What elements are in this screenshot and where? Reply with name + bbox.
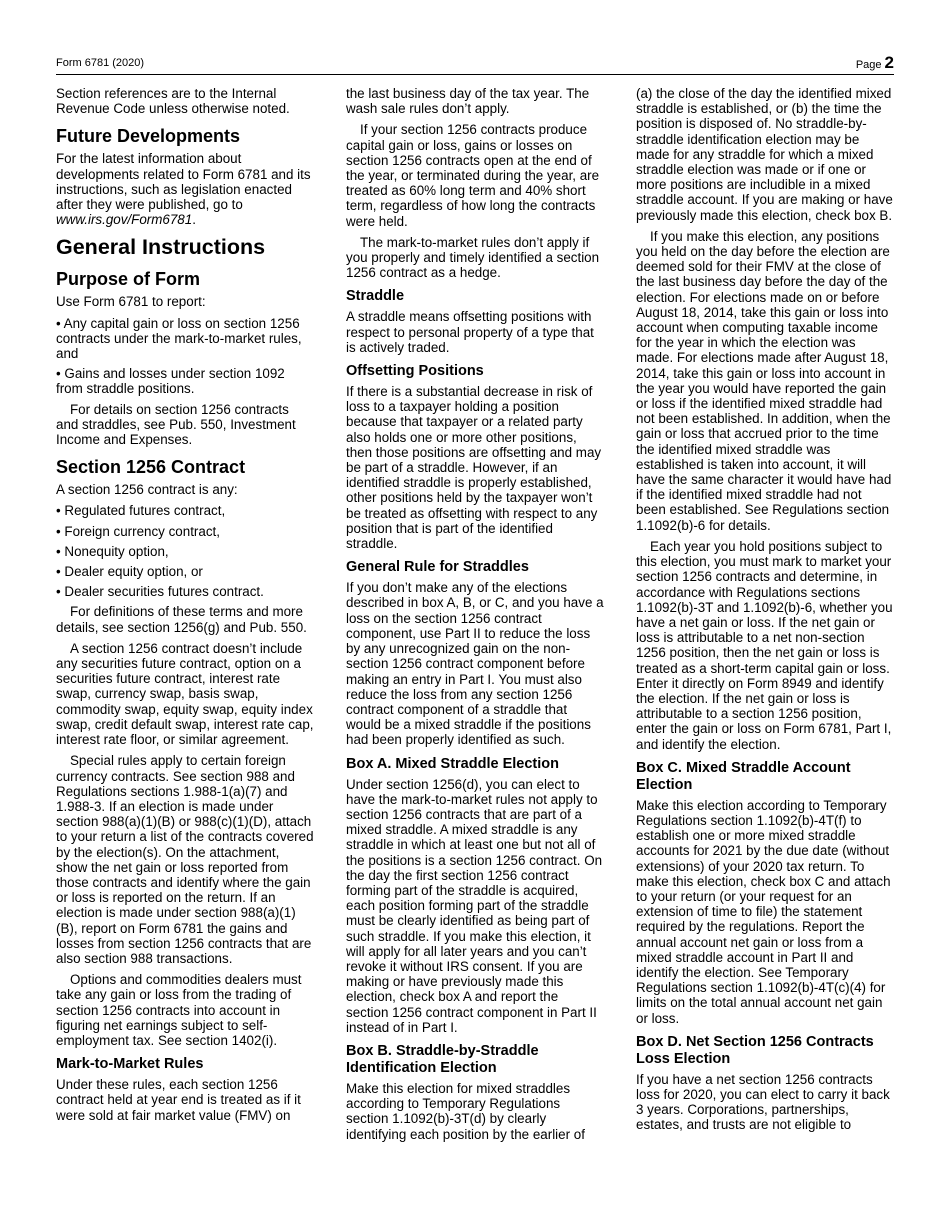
box-b-paragraph: Make this election for mixed straddles according to Temporary Regulations section 1.1092(b)-3T(d) by clearly identifying each position by the earlier of bbox=[346, 1080, 585, 1142]
details-paragraph: For details on section 1256 contracts and straddles, see Pub. 550, Investment Income and Expenses. bbox=[56, 401, 296, 448]
heading-mark-to-market-rules: Mark-to-Market Rules bbox=[56, 1056, 204, 1073]
future-url-link[interactable]: www.irs.gov/Form6781 bbox=[56, 212, 193, 228]
page-header bbox=[56, 53, 894, 73]
box-d-paragraph: If you have a net section 1256 contracts loss for 2020, you can elect to carry it back 3 years. Corporations, partnerships, estates, and trusts are not eligible to bbox=[636, 1071, 890, 1133]
offsetting-paragraph: If there is a substantial decrease in risk of loss to a taxpayer holding a position because that taxpayer or a related party also holds one or more other positions, then those positions are offsetting and may be part of a straddle. However, if an identified straddle is properly established, other positions held by the taxpayer won’t be treated as offsetting with respect to any position that is part of the identified straddle. bbox=[346, 384, 602, 552]
definitions-paragraph: For definitions of these terms and more details, see section 1256(g) and Pub. 550. bbox=[56, 604, 307, 635]
future-paragraph bbox=[56, 151, 314, 227]
list-item: • Gains and losses under section 1092 from straddle positions. bbox=[56, 366, 285, 397]
heading-box-d: Box D. Net Section 1256 Contracts Loss Election bbox=[636, 1033, 874, 1067]
mark-to-market-paragraph: Under these rules, each section 1256 contract held at year end is treated as if it were sold at fair market value (FMV) on bbox=[56, 1077, 301, 1123]
column-3 bbox=[636, 86, 894, 1139]
box-c-paragraph: Make this election according to Temporary Regulations section 1.1092(b)-4T(f) to establish one or more mixed straddle accounts for 2021 by the due date (without extensions) of your 2020 tax return. To make this election, check box C and attach to your return (or your request for an extension of time to file) the statement required by the regulations. Report the annual account net gain or loss from a mixed straddle account in Part II and identify the election. See Temporary Regulations section 1.1092(b)-4T(c)(4) for limits on the total annual account net gain or loss. bbox=[636, 797, 891, 1026]
contract-list bbox=[56, 503, 314, 599]
purpose-paragraph: Use Form 6781 to report: bbox=[56, 294, 206, 310]
heading-future-developments: Future Developments bbox=[56, 126, 241, 147]
list-item: • Foreign currency contract, bbox=[56, 523, 220, 539]
box-a-paragraph: Under section 1256(d), you can elect to have the mark-to-market rules not apply to section 1256 contracts that are part of a mixed straddle. A mixed straddle is any straddle in which at least one but not all of the positions is a section 1256 contract. On the day the first section 1256 contract forming part of the straddle is acquired, each position forming part of the straddle must be clearly identified as being part of such straddle. If you make this election, it will apply for all later years and you can’t revoke it without IRS consent. If you are making or have previously made this election, check box A and report the section 1256 contract component in Part II instead of in Part I. bbox=[346, 776, 603, 1035]
intro-paragraph: Section references are to the Internal Revenue Code unless otherwise noted. bbox=[56, 86, 290, 117]
heading-general-instructions: General Instructions bbox=[56, 235, 266, 260]
heading-box-b: Box B. Straddle-by-Straddle Identification Election bbox=[346, 1042, 539, 1076]
heading-general-rule-for-straddles: General Rule for Straddles bbox=[346, 559, 529, 576]
form-label: Form 6781 (2020) bbox=[56, 57, 145, 69]
column-2 bbox=[346, 86, 604, 1148]
list-item: • Dealer securities futures contract. bbox=[56, 584, 264, 600]
heading-box-c: Box C. Mixed Straddle Account Election bbox=[636, 759, 851, 793]
section-1256-paragraph: A section 1256 contract is any: bbox=[56, 482, 238, 498]
list-item: • Regulated futures contract, bbox=[56, 503, 226, 519]
sixty-forty-paragraph: If your section 1256 contracts produce capital gain or loss, gains or losses on section 1256 contracts open at the end of the year, or terminated during the year, are treated as 60% long term and 40% short term, regardless of how long the contracts were held. bbox=[346, 122, 600, 229]
fmv-paragraph: If you make this election, any positions you held on the day before the election are deemed sold for their FMV at the close of the last business day before the day of the election. For elections made on or before August 18, 2014, take this gain or loss into account when computing taxable income for the year in which the election was made. For elections made after August 18, 2014, take this gain or loss into account in the year you would have reported the gain or loss if the identified mixed straddle had not been established. In addition, when the gain or loss that accrued prior to the time the identified mixed straddle was established is taken into account, it will have the same character it would have had if the identified mixed straddle had not been established. See Regulations section 1.1092(b)-6 for details. bbox=[636, 228, 892, 533]
straddle-paragraph: A straddle means offsetting positions with respect to personal property of a type that is actively traded. bbox=[346, 309, 594, 355]
list-item: • Any capital gain or loss on section 1256 contracts under the mark-to-market rules, and bbox=[56, 315, 302, 362]
heading-offsetting-positions: Offsetting Positions bbox=[346, 363, 484, 380]
hedge-paragraph: The mark-to-market rules don’t apply if you properly and timely identified a section 1256 contract as a hedge. bbox=[346, 234, 600, 281]
box-b-continued-paragraph: (a) the close of the day the identified mixed straddle is established, or (b) the time the position is disposed of. No straddle-by-straddle identification election may be made for any straddle for which a mixed straddle election was made or if one or more positions are includible in a mixed straddle account. If you are making or have previously made this election, check box B. bbox=[636, 86, 893, 223]
exclusions-paragraph: A section 1256 contract doesn’t include any securities future contract, option on a securities future contract, interest rate swap, currency swap, basis swap, commodity swap, equity swap, equity index swap, credit default swap, interest rate cap, interest rate floor, or similar agreement. bbox=[56, 640, 314, 748]
heading-purpose-of-form: Purpose of Form bbox=[56, 269, 201, 290]
future-text: For the latest information about developments related to Form 6781 and its instructions, such as legislation enacted after they were published, go to bbox=[56, 151, 311, 213]
general-rule-paragraph: If you don’t make any of the elections described in box A, B, or C, and you have a loss on the section 1256 contract component, use Part II to reduce the loss by any unrecognized gain on the non-section 1256 contract component before making an entry in Part I. You must also reduce the loss from any section 1256 contract component of a straddle that would be a mixed straddle if the positions had been properly identified as such. bbox=[346, 580, 604, 748]
header-rule bbox=[56, 74, 894, 75]
special-rules-paragraph: Special rules apply to certain foreign currency contracts. See section 988 and Regulations sections 1.988-1(a)(7) and 1.988-3. If an election is made under section 988(a)(1)(B) or 988(c)(1)(D), attach to your return a list of the contracts covered by the election(s). On the attachment, show the net gain or loss reported from those contracts and identify where the gain or loss is reported on the return. If an election is made under section 988(a)(1)(B), report on Form 6781 the gains and losses from section 1256 contracts that are also section 988 transactions. bbox=[56, 753, 314, 966]
purpose-list bbox=[56, 316, 314, 397]
heading-straddle: Straddle bbox=[346, 288, 405, 305]
dealers-paragraph: Options and commodities dealers must take any gain or loss from the trading of section 1256 contracts into account in figuring net earnings subject to self-employment tax. See section 1402(i). bbox=[56, 972, 302, 1048]
page-label: Page bbox=[855, 59, 882, 71]
page-indicator bbox=[856, 53, 894, 73]
each-year-paragraph: Each year you hold positions subject to this election, you must mark to market your section 1256 contracts and determine, in accordance with Regulations sections 1.1092(b)-3T and 1.1092(b)-6, whether you have a net gain or loss. If the net gain or loss is attributable to a net non-section 1256 position, then the net gain or loss is treated as a short-term capital gain or loss. Enter it directly on Form 8949 and identify the election. If the net gain or loss is attributable to a section 1256 position, enter the gain or loss on Form 6781, Part I, and identify the election. bbox=[636, 538, 893, 752]
list-item: • Nonequity option, bbox=[56, 543, 169, 559]
page-number: 2 bbox=[884, 53, 894, 72]
heading-section-1256-contract: Section 1256 Contract bbox=[56, 457, 246, 478]
wash-sale-paragraph: the last business day of the tax year. The wash sale rules don’t apply. bbox=[346, 86, 590, 117]
list-item: • Dealer equity option, or bbox=[56, 564, 203, 580]
future-end: . bbox=[192, 212, 196, 228]
heading-box-a: Box A. Mixed Straddle Election bbox=[346, 755, 559, 772]
column-1 bbox=[56, 86, 314, 1129]
